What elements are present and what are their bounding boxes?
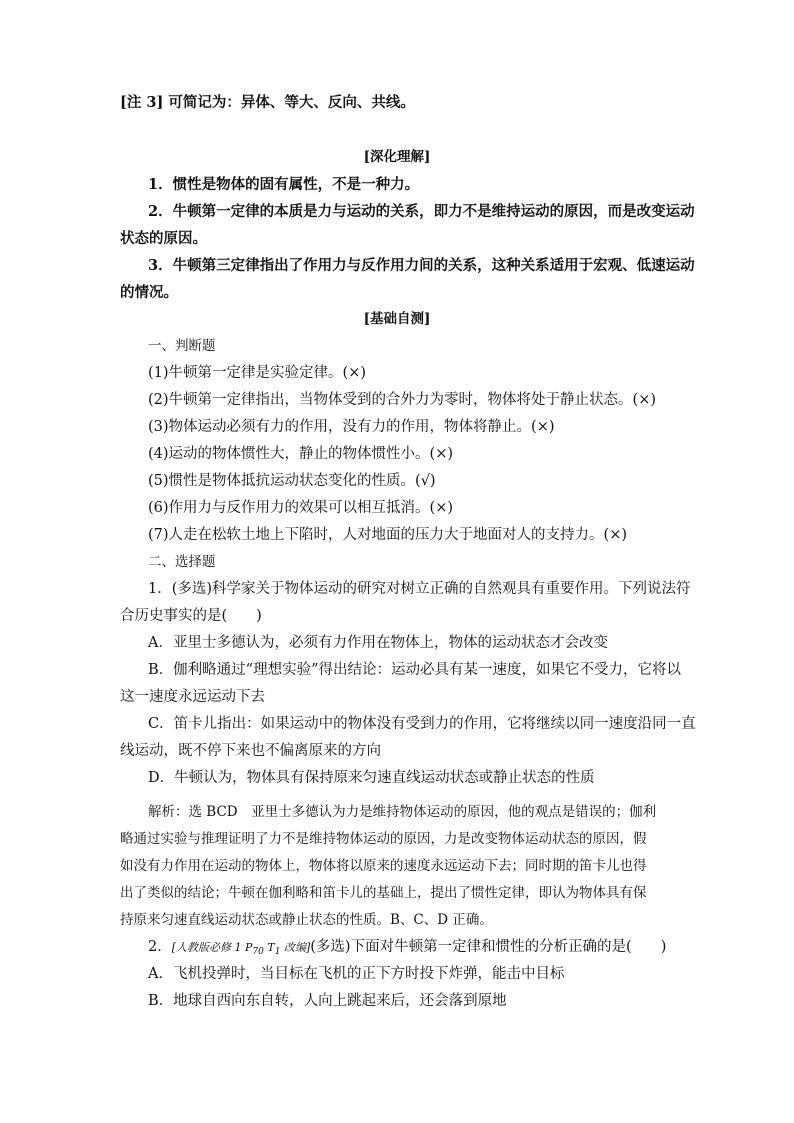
question-1-analysis-line: 如没有力作用在运动的物体上，物体将以原来的速度永远运动下去；同时期的笛卡儿也得 (120, 858, 647, 874)
question-2-stem-text: (多选)下面对牛顿第一定律和惯性的分析正确的是( ) (310, 939, 667, 955)
question-1-option-b-line-2: 这一速度永远运动下去 (120, 689, 265, 705)
choice-section-title: 二、选择题 (148, 554, 216, 570)
question-1-analysis-line: 略通过实验与推理证明了力不是维持物体运动的原因，力是改变物体运动状态的原因，假 (120, 831, 647, 847)
deepen-point-2-line-2: 状态的原因。 (120, 230, 207, 247)
judge-item: (6)作用力与反作用力的效果可以相互抵消。(×) (148, 500, 454, 516)
question-1-option-b-line-1: B．伽利略通过“理想实验”得出结论：运动必具有某一速度，如果它不受力，它将以 (148, 662, 681, 678)
judge-section-title: 一、判断题 (148, 338, 216, 354)
judge-item: (2)牛顿第一定律指出，当物体受到的合外力为零时，物体将处于静止状态。(×) (148, 392, 656, 408)
question-1-option-a: A．亚里士多德认为，必须有力作用在物体上，物体的运动状态才会改变 (148, 635, 608, 651)
question-1-option-d: D．牛顿认为，物体具有保持原来匀速直线运动状态或静止状态的性质 (148, 770, 595, 786)
deepen-point-1: 1．惯性是物体的固有属性，不是一种力。 (148, 176, 420, 193)
judge-item: (4)运动的物体惯性大，静止的物体惯性小。(×) (148, 446, 454, 462)
source-tag-part: [人教版必修 1 P (171, 941, 253, 954)
judge-item: (3)物体运动必须有力的作用，没有力的作用，物体将静止。(×) (148, 419, 555, 435)
judge-item: (5)惯性是物体抵抗运动状态变化的性质。(√) (148, 473, 436, 489)
deepen-understanding-heading: [深化理解] (363, 149, 431, 165)
question-1-stem-line-1: 1．(多选)科学家关于物体运动的研究对树立正确的自然观具有重要作用。下列说法符 (148, 581, 691, 597)
deepen-point-3-line-2: 的情况。 (120, 284, 178, 301)
judge-item: (1)牛顿第一定律是实验定律。(×) (148, 365, 367, 381)
question-1-analysis-line: 解析：选 BCD 亚里士多德认为力是维持物体运动的原因，他的观点是错误的；伽利 (148, 804, 657, 820)
source-tag-part: T (263, 941, 275, 954)
question-2-option-b: B．地球自西向东自转，人向上跳起来后，还会落到原地 (148, 993, 507, 1009)
deepen-point-2-line-1: 2．牛顿第一定律的本质是力与运动的关系，即力不是维持运动的原因，而是改变运动 (148, 203, 695, 220)
judge-item: (7)人走在松软土地上下陷时，人对地面的压力大于地面对人的支持力。(×) (148, 527, 627, 543)
question-1-analysis-line: 出了类似的结论；牛顿在伽利略和笛卡儿的基础上，提出了惯性定律，即认为物体具有保 (120, 885, 647, 901)
source-tag-part: 改编] (280, 941, 311, 954)
question-1-option-c-line-1: C．笛卡儿指出：如果运动中的物体没有受到力的作用，它将继续以同一速度沿同一直 (148, 716, 696, 732)
deepen-point-3-line-1: 3．牛顿第三定律指出了作用力与反作用力间的关系，这种关系适用于宏观、低速运动 (148, 257, 695, 274)
question-1-option-c-line-2: 线运动，既不停下来也不偏离原来的方向 (120, 743, 381, 759)
question-2-source-tag (171, 941, 311, 958)
question-1-analysis-line: 持原来匀速直线运动状态或静止状态的性质。B、C、D 正确。 (120, 912, 493, 928)
question-2-option-a: A．飞机投弹时，当目标在飞机的正下方时投下炸弹，能击中目标 (148, 966, 565, 982)
note-3: [注 3] 可简记为：异体、等大、反向、共线。 (120, 94, 415, 111)
source-tag-subscript: 1 (274, 947, 281, 958)
question-1-stem-line-2: 合历史事实的是( ) (120, 608, 262, 624)
question-2-number: 2． (148, 939, 172, 955)
source-tag-subscript: 70 (252, 947, 264, 958)
basic-self-test-heading: [基础自测] (363, 311, 431, 327)
